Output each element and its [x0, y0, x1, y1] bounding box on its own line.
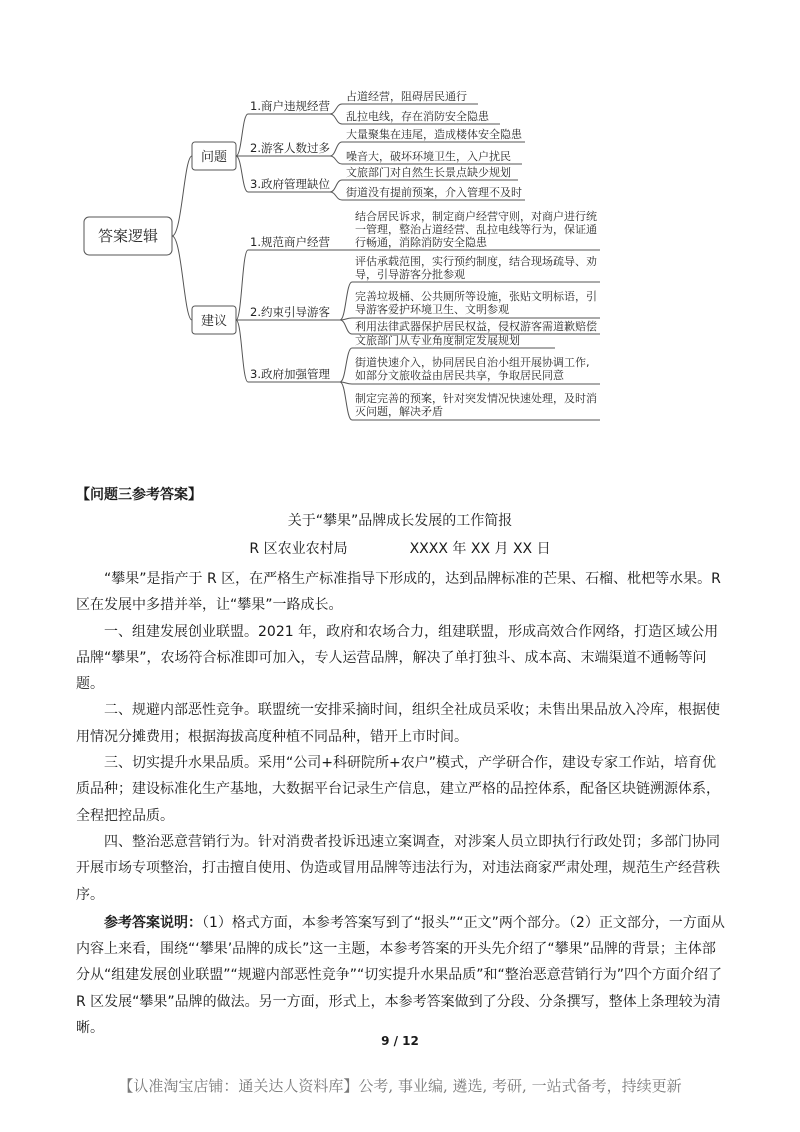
mindmap-branch-label: 3.政府加强管理 [250, 367, 330, 381]
mindmap-leaf-text: 导，引导游客分批参观 [355, 268, 465, 281]
answer-logic-mindmap [0, 0, 800, 440]
mindmap-leaf-text: 制定完善的预案，针对突发情况快速处理，及时消 [355, 392, 597, 405]
mindmap-leaf-text: 利用法律武器保护居民权益，侵权游客需道歉赔偿 [355, 320, 597, 333]
mindmap-leaf-text: 街道快速介入，协同居民自治小组开展协调工作, [355, 356, 590, 369]
section-heading: 【问题三参考答案】 [76, 487, 202, 503]
mindmap-branch-label: 1.规范商户经营 [250, 235, 330, 249]
body-paragraph: 一、组建发展创业联盟。2021 年，政府和农场合力，组建联盟，形成高效合作网络，打造区域公用品牌“攀果”，农场符合标准即可加入，专人运营品牌，解决了单打独斗、成本高、末端渠道不通畅等问题。 [76, 623, 719, 693]
answer-notes-text: （1）格式方面，本参考答案写到了“报头”“正文”两个部分。（2）正文部分，一方面从内容上来看，围绕“‘攀果’品牌的成长”这一主题，本参考答案的开头先介绍了“攀果”品牌的背景；主体部分从“组建发展创业联盟”“规避内部恶性竞争”“切实提升水果品质”和“整治恶意营销行为”四个方面介绍了 R 区发展“攀果”品牌的做法。另一方面，形式上，本参考答案做到了分段、分条撰写，整体上条理较为清晰。 [76, 914, 725, 1037]
mindmap-leaf-text: 评估承载范围，实行预约制度，结合现场疏导、劝 [355, 255, 597, 268]
answer-notes [76, 910, 726, 1041]
mindmap-leaf-text: 大量聚集在违尾，造成楼体安全隐患 [346, 128, 522, 141]
page-number: 9 / 12 [381, 1034, 419, 1048]
mindmap-branch-label: 1.商户违规经营 [250, 99, 330, 113]
mindmap-section-label-suggestions: 建议 [200, 314, 228, 329]
mindmap-leaf-text: 一管理，整治占道经营、乱拉电线等行为，保证通 [355, 223, 597, 236]
briefing-header-meta [0, 538, 800, 558]
body-paragraph: “攀果”是指产于 R 区，在严格生产标准指导下形成的，达到品牌标准的芒果、石榴、枇杷等水果。R 区在发展中多措并举，让“攀果”一路成长。 [76, 571, 721, 614]
mindmap-root-label: 答案逻辑 [97, 227, 159, 245]
mindmap-branch-label: 3.政府管理缺位 [250, 177, 330, 191]
footer-banner: 【认准淘宝店铺：通关达人资料库】公考, 事业编, 遴选, 考研, 一站式备考，持续更新 [118, 1077, 682, 1095]
mindmap-leaf-text: 文旅部门从专业角度制定发展规划 [355, 334, 520, 347]
mindmap-leaf-text: 街道没有提前预案，介入管理不及时 [346, 186, 522, 199]
mindmap-branch-label: 2.游客人数过多 [250, 141, 330, 155]
briefing-issuer: R 区农业农村局 [249, 541, 348, 557]
briefing-title: 关于“攀果”品牌成长发展的工作简报 [287, 513, 513, 529]
mindmap-branch-label: 2.约束引导游客 [250, 305, 330, 319]
briefing-date: XXXX 年 XX 月 XX 日 [409, 541, 551, 557]
mindmap-leaf-text: 文旅部门对自然生长景点缺少规划 [346, 166, 511, 179]
mindmap-leaf-text: 噪音大，破坏环境卫生，入户扰民 [346, 150, 511, 163]
mindmap-leaf-text: 结合居民诉求，制定商户经营守则，对商户进行统 [355, 210, 597, 223]
body-paragraph: 四、整治恶意营销行为。针对消费者投诉迅速立案调查，对涉案人员立即执行行政处罚；多部门协同开展市场专项整治，打击擅自使用、伪造或冒用品牌等违法行为，对违法商家严肃处理，规范生产经营秩序。 [76, 833, 720, 903]
mindmap-leaf-text: 行畅通，消除消防安全隐患 [355, 236, 487, 249]
mindmap-leaf-text: 占道经营，阻碍居民通行 [346, 90, 467, 103]
body-paragraph: 二、规避内部恶性竞争。联盟统一安排采摘时间，组织全社成员采收；未售出果品放入冷库，根据使用情况分摊费用；根据海拔高度种植不同品种，错开上市时间。 [76, 702, 720, 745]
answer-notes-label: 参考答案说明： [104, 914, 202, 931]
mindmap-leaf-text: 如部分文旅收益由居民共享，争取居民同意 [355, 369, 564, 382]
body-paragraph: 三、切实提升水果品质。采用“公司+科研院所+农户”模式，产学研合作，建设专家工作站，培育优质品种；建设标准化生产基地，大数据平台记录生产信息，建立严格的品控体系，配备区块链溯源体系，全程把控品质。 [76, 755, 720, 824]
mindmap-leaf-text: 完善垃圾桶、公共厕所等设施，张贴文明标语，引 [355, 290, 597, 303]
mindmap-leaf-text: 灭问题，解决矛盾 [355, 405, 443, 418]
mindmap-leaf-text: 乱拉电线，存在消防安全隐患 [346, 110, 489, 123]
briefing-body [76, 566, 726, 1041]
mindmap-section-label-problems: 问题 [200, 150, 228, 165]
mindmap-leaf-text: 导游客爱护环境卫生、文明参观 [355, 303, 509, 316]
